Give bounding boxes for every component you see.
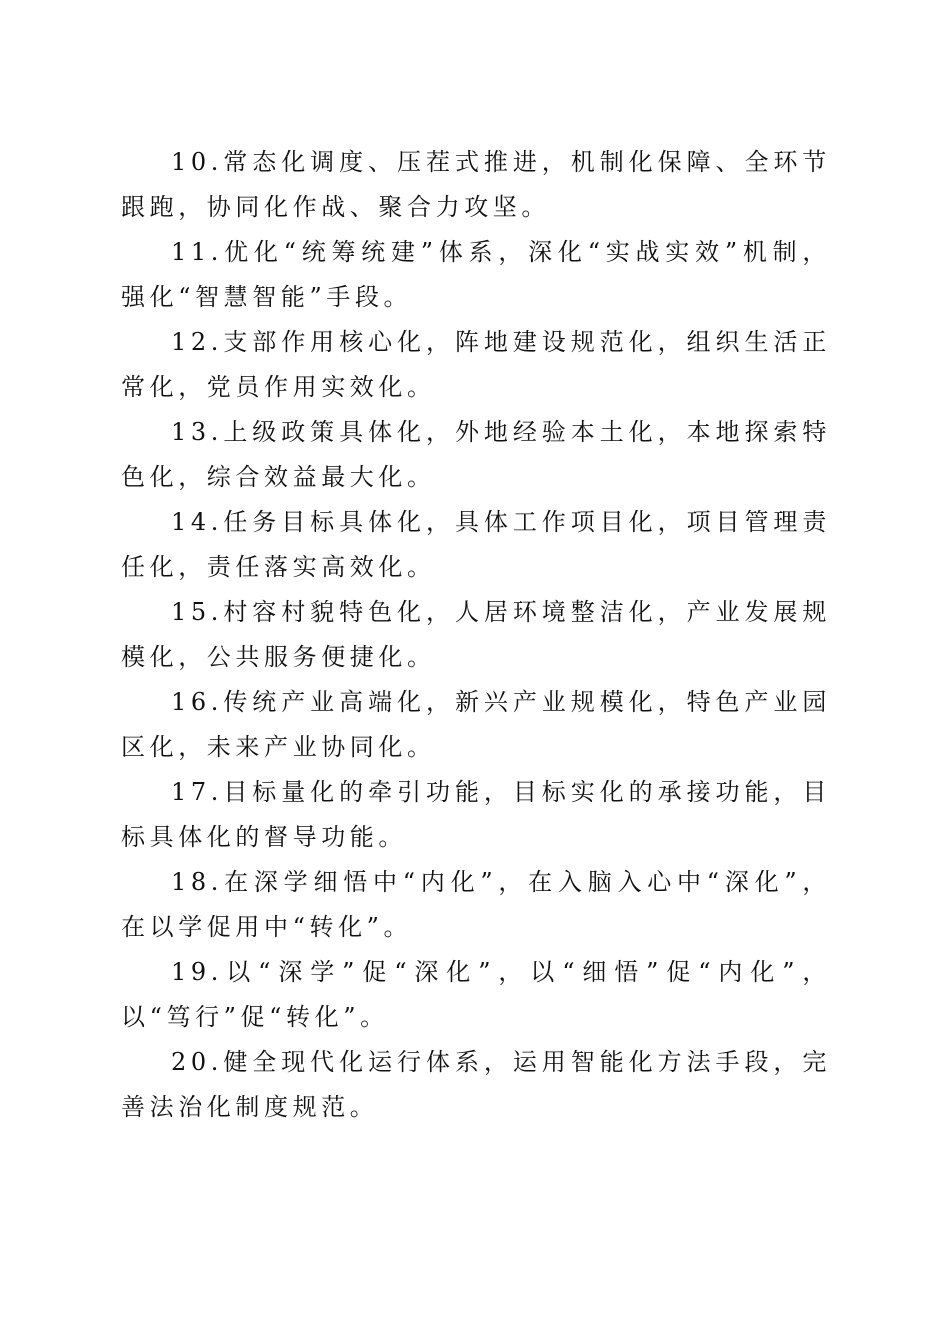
paragraph-15: 15.村容村貌特色化，人居环境整洁化，产业发展规模化，公共服务便捷化。 — [121, 598, 831, 671]
paragraph-12: 12.支部作用核心化，阵地建设规范化，组织生活正常化，党员作用实效化。 — [121, 328, 831, 401]
paragraph-18: 18.在深学细悟中“内化”，在入脑入心中“深化”，在以学促用中“转化”。 — [121, 868, 831, 941]
paragraph-10: 10.常态化调度、压茬式推进，机制化保障、全环节跟跑，协同化作战、聚合力攻坚。 — [121, 148, 831, 221]
paragraph-13: 13.上级政策具体化，外地经验本土化，本地探索特色化，综合效益最大化。 — [121, 418, 831, 491]
paragraph-19: 19.以“深学”促“深化”，以“细悟”促“内化”，以“笃行”促“转化”。 — [121, 958, 831, 1031]
paragraph-17: 17.目标量化的牵引功能，目标实化的承接功能，目标具体化的督导功能。 — [121, 778, 831, 851]
paragraph-14: 14.任务目标具体化，具体工作项目化，项目管理责任化，责任落实高效化。 — [121, 508, 831, 581]
paragraph-11: 11.优化“统筹统建”体系，深化“实战实效”机制，强化“智慧智能”手段。 — [121, 238, 831, 311]
paragraph-20: 20.健全现代化运行体系，运用智能化方法手段，完善法治化制度规范。 — [121, 1048, 831, 1121]
paragraph-16: 16.传统产业高端化，新兴产业规模化，特色产业园区化，未来产业协同化。 — [121, 688, 831, 761]
document-body — [121, 140, 831, 1130]
